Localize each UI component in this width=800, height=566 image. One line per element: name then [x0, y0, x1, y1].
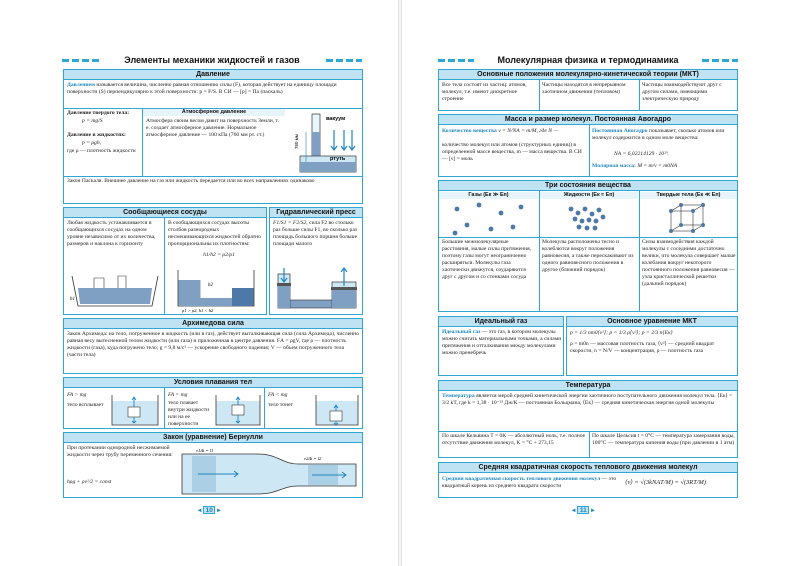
- floating-section: [63, 377, 363, 429]
- avogadro-value: NА = 6,02214129 · 10²³.: [614, 151, 669, 157]
- temperature-section: [438, 380, 738, 458]
- vessels-text-1: Любая жидкость устанавливается в сообщающихся сосудах на одном уровне независимо от их количества, размеров и наклона к горизонту: [67, 220, 156, 247]
- left-page-number: ◂ 10 ▸: [198, 507, 221, 514]
- vessels-text-2: В сообщающихся сосудах высоты столбов разнородных несмешивающихся жидкостей обратно пропорциональны их плотностям:: [168, 220, 261, 247]
- float-case-3-text: тело тонет: [268, 402, 294, 408]
- bernoulli-pipe-illustration: [178, 446, 360, 496]
- rms-speed-header: Средняя квадратичная скорость теплового движения молекул: [439, 463, 737, 473]
- liquid-pressure-formula: p = ρgh,: [82, 140, 102, 146]
- vacuum-label: вакуум: [326, 116, 346, 122]
- hydraulic-press-illustration: [274, 264, 360, 312]
- gas-molecules-illustration: [449, 201, 529, 235]
- bernoulli-header: Закон (уравнение) Бернулли: [64, 433, 362, 443]
- float-case-2-formula: FA = mg: [168, 392, 188, 398]
- archimedes-section: [63, 318, 363, 374]
- vessels-header: Сообщающиеся сосуды: [64, 208, 266, 218]
- celsius-scale-text: По шкале Цельсия t = 0°C — температура замерзания воды, 100°C — температура кипения воды (при давлении в 1 атм): [592, 433, 735, 446]
- avogadro-text: Постоянная Авогадро показывает, сколько атомов или молекул содержится в одном моле вещества:: [592, 128, 725, 141]
- molecule-mass-section: [438, 114, 738, 177]
- vessels-illustration-1: [68, 270, 162, 312]
- float-case-3-illustration: [314, 391, 360, 427]
- liquid-title: Жидкости (Eк ≈ Eп): [540, 192, 638, 199]
- pressure-definition: Давлением называется величина, численно равная отношению силы (F), которая действует на единицу площади поверхности (S) перпендикулярно к этой поверхности: p = F/S. В СИ — [p] = Па (паскаль): [67, 82, 337, 95]
- mercury-label: ртуть: [330, 156, 346, 162]
- solid-pressure-title: Давление твердого тела:: [67, 110, 130, 116]
- temperature-text: Температура является мерой средней кинетической энергии хаотичного поступательного движения молекул тела. ⟨Eк⟩ = 3/2 kT, где k = 1,38 · 10⁻²³ Дж/К — постоянная Больцмана, ⟨Eк⟩ — средняя кинетическая энергия одной молекулы: [442, 393, 733, 406]
- vessels-rho-label: ρ1 > ρ2, h1 < h2: [182, 308, 214, 313]
- liquid-pressure-note: где ρ — плотность жидкости: [67, 148, 136, 154]
- amount-of-substance: Количество вещества ν = N/NА = m/M, где N —: [442, 128, 559, 134]
- mkt-point-1: Все тела состоят из частиц: атомов, молекул, т.е. имеют дискретное строение: [442, 82, 527, 102]
- mkt-equation-header: Основное уравнение МКТ: [567, 317, 737, 327]
- liquid-pressure-title: Давление в жидкостях:: [67, 132, 126, 138]
- solid-pressure-formula: p = mg/S: [82, 118, 103, 124]
- states-header: Три состояния вещества: [439, 181, 737, 191]
- solid-text: Силы взаимодействия каждой молекулы с соседними достаточно велики, что молекула совершает малые колебания вокруг некоторого постоянного положения равновесия — узла кристаллической решетки (дальний порядок): [642, 239, 736, 287]
- float-case-3-formula: FA < mg: [268, 392, 288, 398]
- floating-header: Условия плавания тел: [64, 378, 362, 388]
- mkt-equation-formula: p = 1/3 nm0⟨v²⟩; p = 1/3 ρ⟨v²⟩; p = 2/3 n⟨Eк⟩: [570, 330, 673, 336]
- vessels-illustration-2: [168, 266, 264, 312]
- right-page-title: Молекулярная физика и термодинамика: [497, 55, 679, 65]
- amount-of-substance-text: количество молекул или атомов (структурных единиц) в определенной массе вещества, m — масса вещества. В СИ — [ν] = моль: [442, 142, 582, 162]
- mm-label: 760 мм: [294, 134, 299, 149]
- states-section: [438, 180, 738, 312]
- ideal-gas-text: Идеальный газ — это газ, в котором молекулы можно считать материальными точками, а силами притяжения и отталкивания между молекулами можно пренебречь: [442, 329, 562, 356]
- archimedes-header: Архимедова сила: [64, 319, 362, 329]
- crystal-lattice-illustration: [661, 201, 721, 235]
- float-case-2-illustration: [214, 391, 262, 427]
- mkt-point-2: Частицы находятся в непрерывном хаотичном движении (тепловом): [542, 82, 626, 95]
- press-header: Гидравлический пресс: [270, 208, 362, 218]
- vessels-formula: h1/h2 = ρ2/ρ1: [203, 252, 235, 258]
- archimedes-text: Закон Архимеда: на тело, погруженное в жидкость (или в газ), действует выталкивающая сила (сила Архимеда), численно равная весу вытесненной телом жидкости (или газа) и приложенная в центре давления. FА = ρgV, где ρ — плотность жидкости (газа), куда погружено тело; g = 9,8 м/с² — ускорение свободного падения; V — объем погруженного тела (части тела): [67, 331, 359, 358]
- gas-title: Газы (Eк ≫ Eп): [439, 192, 538, 199]
- float-case-1-illustration: [110, 391, 160, 427]
- temperature-header: Температура: [439, 381, 737, 391]
- solid-title: Твердые тела (Eк ≪ Eп): [640, 192, 737, 199]
- rms-speed-formula: ⟨v⟩ = √(3kNАT/M) = √(3RT/M): [625, 479, 706, 486]
- pressure-section: [63, 69, 363, 204]
- atm-pressure-title: Атмосферное давление: [143, 109, 285, 116]
- liquid-text: Молекулы расположены тесно и колеблются вокруг положения равновесия, а также перескакивают из одного равновесного положения в другое (ближний порядок): [542, 239, 634, 273]
- mkt-equation-text: ρ = m0n — массовая плотность газа, ⟨v²⟩ — средний квадрат скорости, n = N/V — концентрация, ρ — плотность газа: [570, 341, 715, 354]
- bernoulli-text: При протекании однородной несжимаемой жидкости через трубу переменного сечения:: [67, 445, 173, 458]
- molar-mass: Молярная масса: M = m/ν = m0NА: [592, 163, 678, 169]
- vessels-section: [63, 207, 267, 315]
- mkt-point-3: Частицы взаимодействуют друг с другом силами, имеющими электрическую природу: [642, 82, 722, 102]
- vessel-h2-label: h2: [208, 283, 213, 288]
- pascal-law: Закон Паскаля. Внешнее давление на газ или жидкость передается или во всех направлениях одинаково: [67, 178, 315, 184]
- atm-pressure-text: Атмосфера своим весом давит на поверхность Земли, т. е. создает атмосферное давление. Нормальное атмосферное давление — 100 кПа (760 мм рт. ст.): [146, 118, 279, 138]
- bernoulli-l1: v1Δt = l1: [196, 448, 214, 453]
- float-case-1-text: тело всплывает: [67, 402, 104, 408]
- pressure-header: Давление: [64, 70, 362, 80]
- press-text: F1/S1 = F2/S2, сила F2 во столько раз больше силы F1, во сколько раз площадь большого поршня больше площади малого: [273, 220, 358, 247]
- vessel-h1-label: h1: [70, 297, 75, 302]
- float-case-1-formula: FA > mg: [67, 392, 87, 398]
- torricelli-tube-illustration: [292, 110, 362, 176]
- right-page-title-bar: [438, 54, 738, 66]
- left-page-title-bar: [62, 54, 362, 66]
- press-section: [269, 207, 363, 315]
- right-page: [400, 0, 800, 566]
- right-page-number: ◂ 11 ▸: [572, 507, 595, 514]
- bernoulli-formula: hρg + ρv²/2 = const: [67, 479, 112, 485]
- kelvin-scale-text: По шкале Кельвина T = 0K — абсолютный ноль, т.е. полное отсутствие движения молекул, K = °C + 273,15: [442, 433, 586, 446]
- liquid-molecules-illustration: [551, 201, 627, 235]
- rms-speed-text: Средняя квадратичная скорость теплового движения молекул — это квадратный корень из среднего квадрата скорости: [442, 476, 617, 489]
- molecule-mass-header: Масса и размер молекул. Постоянная Авогадро: [439, 115, 737, 125]
- mkt-section: [438, 69, 738, 111]
- gas-text: Большие межмолекулярные расстояния, малые силы притяжения, поэтому газы могут неограниченно расширяться. Молекулы газа хаотически движутся, соударяются друг с другом и со стенками сосуда: [442, 239, 532, 280]
- bernoulli-section: [63, 432, 363, 498]
- mkt-equation-section: [566, 316, 738, 376]
- rms-speed-section: [438, 462, 738, 498]
- bernoulli-l2: v2Δt = l2: [304, 456, 322, 461]
- mkt-header: Основные положения молекулярно-кинетической теории (МКТ): [439, 70, 737, 80]
- float-case-2-text: тело плавает внутри жидкости или на ее поверхности: [168, 400, 210, 427]
- ideal-gas-header: Идеальный газ: [439, 317, 563, 327]
- left-page-title: Элементы механики жидкостей и газов: [124, 55, 300, 65]
- ideal-gas-section: [438, 316, 564, 376]
